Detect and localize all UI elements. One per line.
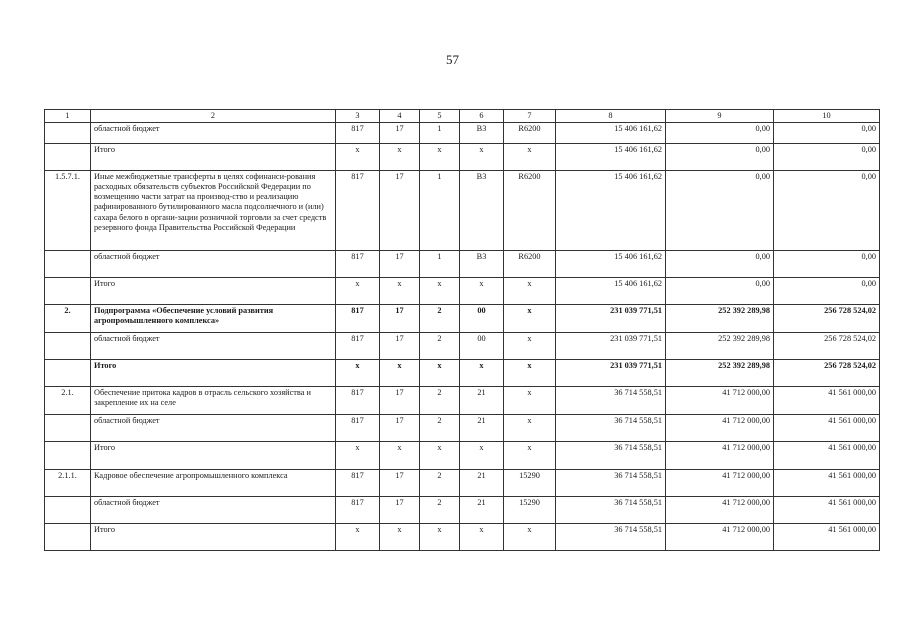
col8-amount: 36 714 558,51: [556, 387, 666, 415]
table-row: [45, 144, 880, 171]
col10-amount: 0,00: [774, 144, 880, 171]
col7-cell: x: [504, 524, 556, 551]
col5-cell: 1: [420, 123, 460, 144]
col8-amount: 15 406 161,62: [556, 171, 666, 251]
row-name: областной бюджет: [91, 251, 336, 278]
row-name: Итого: [91, 144, 336, 171]
col7-cell: 15290: [504, 470, 556, 497]
col4-cell: 17: [380, 251, 420, 278]
col9-amount: 0,00: [666, 144, 774, 171]
col5-cell: 2: [420, 333, 460, 360]
col10-amount: 256 728 524,02: [774, 360, 880, 387]
row-number: [45, 278, 91, 305]
row-number: [45, 251, 91, 278]
header-cell: 3: [336, 110, 380, 123]
col3-cell: x: [336, 360, 380, 387]
header-cell: 2: [91, 110, 336, 123]
col5-cell: 2: [420, 387, 460, 415]
row-number: [45, 415, 91, 442]
col8-amount: 36 714 558,51: [556, 415, 666, 442]
col4-cell: 17: [380, 305, 420, 333]
col9-amount: 0,00: [666, 123, 774, 144]
col9-amount: 41 712 000,00: [666, 442, 774, 470]
col5-cell: 2: [420, 497, 460, 524]
col8-amount: 231 039 771,51: [556, 333, 666, 360]
col9-amount: 252 392 289,98: [666, 305, 774, 333]
col6-cell: 00: [460, 305, 504, 333]
col4-cell: 17: [380, 415, 420, 442]
col7-cell: R6200: [504, 171, 556, 251]
row-number: 2.1.1.: [45, 470, 91, 497]
col4-cell: 17: [380, 497, 420, 524]
col6-cell: В3: [460, 171, 504, 251]
col5-cell: x: [420, 524, 460, 551]
col6-cell: В3: [460, 123, 504, 144]
col4-cell: x: [380, 144, 420, 171]
table-row: [45, 171, 880, 251]
col5-cell: x: [420, 144, 460, 171]
row-number: [45, 144, 91, 171]
col5-cell: 2: [420, 305, 460, 333]
row-name: Подпрограмма «Обеспечение условий развития агропромышленного комплекса»: [91, 305, 336, 333]
col8-amount: 15 406 161,62: [556, 278, 666, 305]
col7-cell: x: [504, 387, 556, 415]
row-number: [45, 442, 91, 470]
col7-cell: 15290: [504, 497, 556, 524]
col4-cell: 17: [380, 123, 420, 144]
header-cell: 1: [45, 110, 91, 123]
col10-amount: 256 728 524,02: [774, 305, 880, 333]
col10-amount: 256 728 524,02: [774, 333, 880, 360]
row-number: [45, 333, 91, 360]
col3-cell: 817: [336, 333, 380, 360]
col3-cell: 817: [336, 123, 380, 144]
col8-amount: 15 406 161,62: [556, 144, 666, 171]
table-row: [45, 360, 880, 387]
row-name: Иные межбюджетные трансферты в целях софинанси-рования расходных обязательств субъектов Российской Федерации по возмещению части затрат на производ-ство и реализацию рафинированного бутилированного масла подсолнечного и (или) сахара белого в органи-зации розничной торговли за счет средств резервного фонда Правительства Российской Федерации: [91, 171, 336, 251]
col5-cell: 1: [420, 251, 460, 278]
col9-amount: 252 392 289,98: [666, 360, 774, 387]
header-cell: 5: [420, 110, 460, 123]
budget-table: [44, 109, 880, 551]
col6-cell: x: [460, 524, 504, 551]
col3-cell: 817: [336, 387, 380, 415]
row-number: [45, 123, 91, 144]
col4-cell: 17: [380, 171, 420, 251]
header-cell: 10: [774, 110, 880, 123]
page-number: 57: [446, 52, 459, 67]
col6-cell: В3: [460, 251, 504, 278]
col8-amount: 36 714 558,51: [556, 442, 666, 470]
col9-amount: 0,00: [666, 251, 774, 278]
col9-amount: 0,00: [666, 278, 774, 305]
row-name: Итого: [91, 524, 336, 551]
header-row: [45, 110, 880, 123]
col7-cell: x: [504, 333, 556, 360]
col5-cell: 2: [420, 470, 460, 497]
col9-amount: 41 712 000,00: [666, 415, 774, 442]
col4-cell: 17: [380, 470, 420, 497]
col9-amount: 41 712 000,00: [666, 387, 774, 415]
col8-amount: 36 714 558,51: [556, 497, 666, 524]
row-name: областной бюджет: [91, 497, 336, 524]
col4-cell: x: [380, 360, 420, 387]
col7-cell: x: [504, 360, 556, 387]
col5-cell: 1: [420, 171, 460, 251]
row-name: Итого: [91, 442, 336, 470]
col10-amount: 41 561 000,00: [774, 442, 880, 470]
col6-cell: 00: [460, 333, 504, 360]
row-name: Итого: [91, 278, 336, 305]
col5-cell: x: [420, 278, 460, 305]
table-row: [45, 442, 880, 470]
header-cell: 8: [556, 110, 666, 123]
col8-amount: 231 039 771,51: [556, 360, 666, 387]
row-name: Итого: [91, 360, 336, 387]
col4-cell: 17: [380, 333, 420, 360]
col4-cell: x: [380, 524, 420, 551]
col7-cell: x: [504, 278, 556, 305]
col9-amount: 41 712 000,00: [666, 497, 774, 524]
col10-amount: 41 561 000,00: [774, 415, 880, 442]
col10-amount: 41 561 000,00: [774, 387, 880, 415]
col5-cell: x: [420, 442, 460, 470]
col3-cell: 817: [336, 305, 380, 333]
col7-cell: R6200: [504, 251, 556, 278]
table-row: [45, 524, 880, 551]
col3-cell: x: [336, 278, 380, 305]
col10-amount: 0,00: [774, 278, 880, 305]
row-name: Кадровое обеспечение агропромышленного комплекса: [91, 470, 336, 497]
col6-cell: 21: [460, 497, 504, 524]
col10-amount: 0,00: [774, 123, 880, 144]
table-row: [45, 415, 880, 442]
table-body: [45, 123, 880, 551]
col9-amount: 252 392 289,98: [666, 333, 774, 360]
col4-cell: x: [380, 278, 420, 305]
row-name: областной бюджет: [91, 415, 336, 442]
table-row: [45, 305, 880, 333]
col6-cell: x: [460, 278, 504, 305]
col4-cell: x: [380, 442, 420, 470]
col8-amount: 15 406 161,62: [556, 251, 666, 278]
col10-amount: 0,00: [774, 251, 880, 278]
col9-amount: 0,00: [666, 171, 774, 251]
col6-cell: 21: [460, 415, 504, 442]
col4-cell: 17: [380, 387, 420, 415]
table-row: [45, 387, 880, 415]
col3-cell: x: [336, 524, 380, 551]
row-number: 2.: [45, 305, 91, 333]
col3-cell: x: [336, 144, 380, 171]
header-cell: 6: [460, 110, 504, 123]
col8-amount: 15 406 161,62: [556, 123, 666, 144]
col9-amount: 41 712 000,00: [666, 470, 774, 497]
col7-cell: x: [504, 144, 556, 171]
col10-amount: 0,00: [774, 171, 880, 251]
table-row: [45, 251, 880, 278]
col9-amount: 41 712 000,00: [666, 524, 774, 551]
col7-cell: R6200: [504, 123, 556, 144]
col8-amount: 231 039 771,51: [556, 305, 666, 333]
col5-cell: x: [420, 360, 460, 387]
row-number: [45, 497, 91, 524]
row-name: Обеспечение притока кадров в отрасль сельского хозяйства и закрепление их на селе: [91, 387, 336, 415]
col3-cell: 817: [336, 497, 380, 524]
row-number: [45, 360, 91, 387]
table-row: [45, 333, 880, 360]
table-row: [45, 470, 880, 497]
col10-amount: 41 561 000,00: [774, 470, 880, 497]
col3-cell: 817: [336, 171, 380, 251]
col8-amount: 36 714 558,51: [556, 470, 666, 497]
header-cell: 7: [504, 110, 556, 123]
table-row: [45, 497, 880, 524]
table-row: [45, 278, 880, 305]
col3-cell: 817: [336, 470, 380, 497]
col5-cell: 2: [420, 415, 460, 442]
col7-cell: x: [504, 442, 556, 470]
row-name: областной бюджет: [91, 123, 336, 144]
col10-amount: 41 561 000,00: [774, 497, 880, 524]
col8-amount: 36 714 558,51: [556, 524, 666, 551]
col3-cell: 817: [336, 251, 380, 278]
col6-cell: x: [460, 144, 504, 171]
col7-cell: x: [504, 415, 556, 442]
table-row: [45, 123, 880, 144]
row-name: областной бюджет: [91, 333, 336, 360]
col10-amount: 41 561 000,00: [774, 524, 880, 551]
col3-cell: x: [336, 442, 380, 470]
col6-cell: 21: [460, 470, 504, 497]
header-cell: 4: [380, 110, 420, 123]
col6-cell: 21: [460, 387, 504, 415]
col3-cell: 817: [336, 415, 380, 442]
row-number: [45, 524, 91, 551]
col6-cell: x: [460, 442, 504, 470]
col7-cell: x: [504, 305, 556, 333]
col6-cell: x: [460, 360, 504, 387]
row-number: 2.1.: [45, 387, 91, 415]
row-number: 1.5.7.1.: [45, 171, 91, 251]
header-cell: 9: [666, 110, 774, 123]
